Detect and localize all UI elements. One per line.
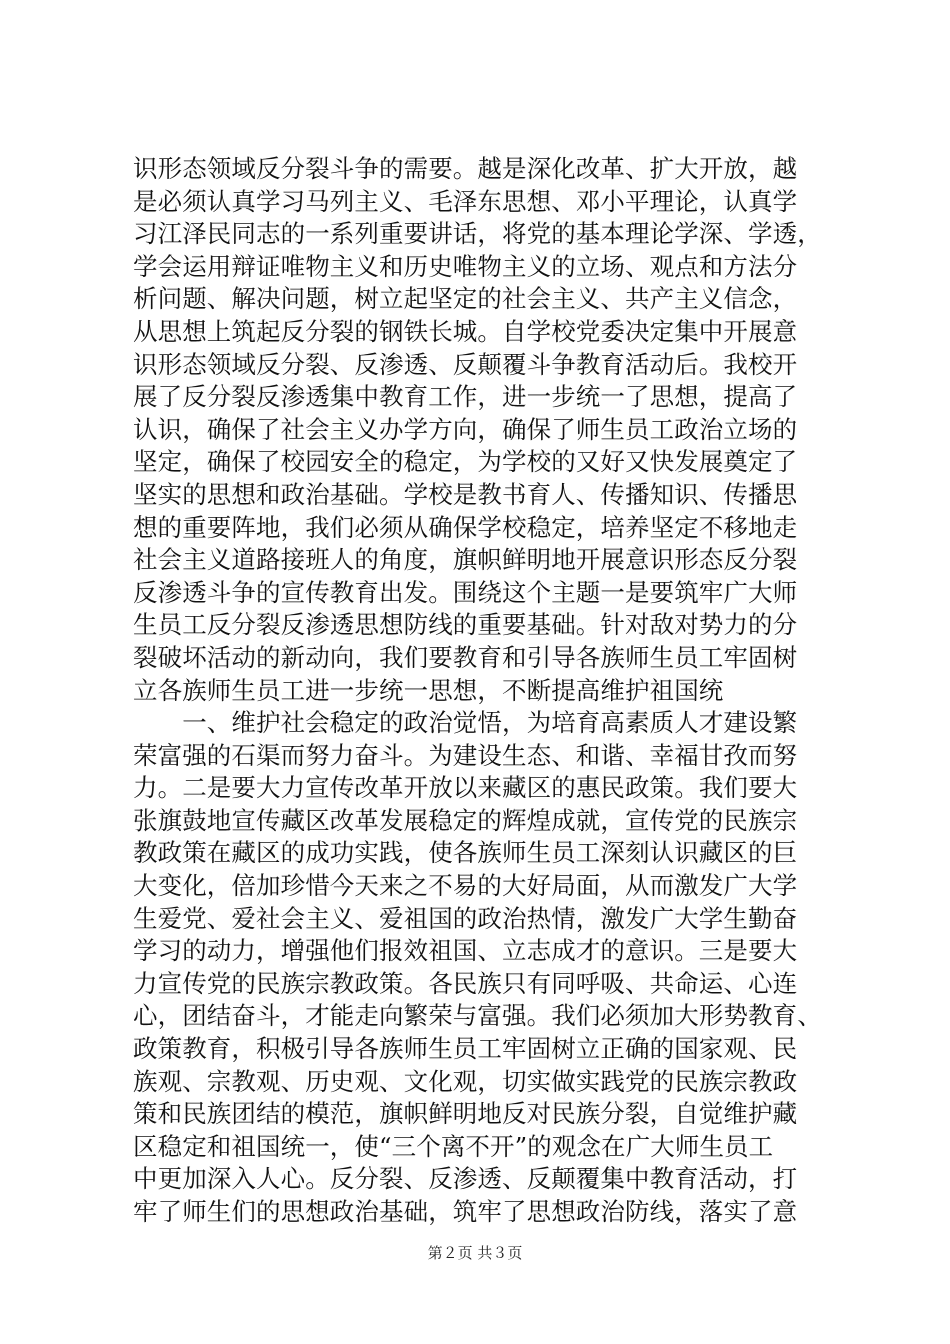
text-line: 力。二是要大力宣传改革开放以来藏区的惠民政策。我们要大	[133, 773, 798, 803]
page-footer	[0, 1243, 950, 1263]
text-line: 政策教育，积极引导各族师生员工牢固树立正确的国家观、民	[133, 1034, 798, 1064]
text-line: 一、维护社会稳定的政治觉悟，为培育高素质人才建设繁	[133, 708, 798, 738]
text-line: 是必须认真学习马列主义、毛泽东思想、邓小平理论，认真学	[133, 186, 798, 216]
page-number-label: 第２页 共３页	[427, 1244, 523, 1262]
body-text	[133, 153, 833, 1229]
text-line: 心，团结奋斗，才能走向繁荣与富强。我们必须加大形势教育、	[133, 1001, 822, 1031]
text-line: 力宣传党的民族宗教政策。各民族只有同呼吸、共命运、心连	[133, 968, 798, 998]
text-line: 想的重要阵地，我们必须从确保学校稳定，培养坚定不移地走	[133, 512, 798, 542]
text-line: 区稳定和祖国统一，使“三个离不开”的观念在广大师生员工	[133, 1131, 774, 1161]
text-line: 认识，确保了社会主义办学方向，确保了师生员工政治立场的	[133, 414, 798, 444]
text-line: 从思想上筑起反分裂的钢铁长城。自学校党委决定集中开展意	[133, 316, 798, 346]
text-line: 生员工反分裂反渗透思想防线的重要基础。针对敌对势力的分	[133, 610, 798, 640]
text-line: 生爱党、爱社会主义、爱祖国的政治热情，激发广大学生勤奋	[133, 903, 798, 933]
text-line: 牢了师生们的思想政治基础，筑牢了思想政治防线，落实了意	[133, 1197, 798, 1226]
text-line: 识形态领域反分裂斗争的需要。越是深化改革、扩大开放，越	[133, 154, 798, 183]
text-line: 坚定，确保了校园安全的稳定，为学校的又好又快发展奠定了	[133, 447, 798, 477]
text-line: 社会主义道路接班人的角度，旗帜鲜明地开展意识形态反分裂	[133, 545, 798, 575]
text-line: 策和民族团结的模范，旗帜鲜明地反对民族分裂，自觉维护藏	[133, 1099, 798, 1129]
text-line: 展了反分裂反渗透集中教育工作，进一步统一了思想，提高了	[133, 382, 798, 412]
text-line: 大变化，倍加珍惜今天来之不易的大好局面，从而激发广大学	[133, 871, 798, 901]
text-line: 析问题、解决问题，树立起坚定的社会主义、共产主义信念，	[133, 284, 798, 314]
text-line: 立各族师生员工进一步统一思想，不断提高维护祖国统	[133, 675, 724, 705]
text-line: 族观、宗教观、历史观、文化观，切实做实践党的民族宗教政	[133, 1066, 798, 1096]
text-line: 识形态领域反分裂、反渗透、反颠覆斗争教育活动后。我校开	[133, 349, 798, 379]
text-line: 反渗透斗争的宣传教育出发。围绕这个主题一是要筑牢广大师	[133, 577, 798, 607]
text-line: 学会运用辩证唯物主义和历史唯物主义的立场、观点和方法分	[133, 251, 798, 281]
text-line: 张旗鼓地宣传藏区改革发展稳定的辉煌成就，宣传党的民族宗	[133, 805, 798, 835]
text-line: 习江泽民同志的一系列重要讲话，将党的基本理论学深、学透，	[133, 219, 822, 249]
text-line: 坚实的思想和政治基础。学校是教书育人、传播知识、传播思	[133, 479, 798, 509]
text-line: 学习的动力，增强他们报效祖国、立志成才的意识。三是要大	[133, 936, 798, 966]
text-line: 裂破坏活动的新动向，我们要教育和引导各族师生员工牢固树	[133, 642, 798, 672]
text-line: 中更加深入人心。反分裂、反渗透、反颠覆集中教育活动，打	[133, 1164, 798, 1194]
text-line: 荣富强的石渠而努力奋斗。为建设生态、和谐、幸福甘孜而努	[133, 740, 798, 770]
text-line: 教政策在藏区的成功实践，使各族师生员工深刻认识藏区的巨	[133, 838, 798, 868]
